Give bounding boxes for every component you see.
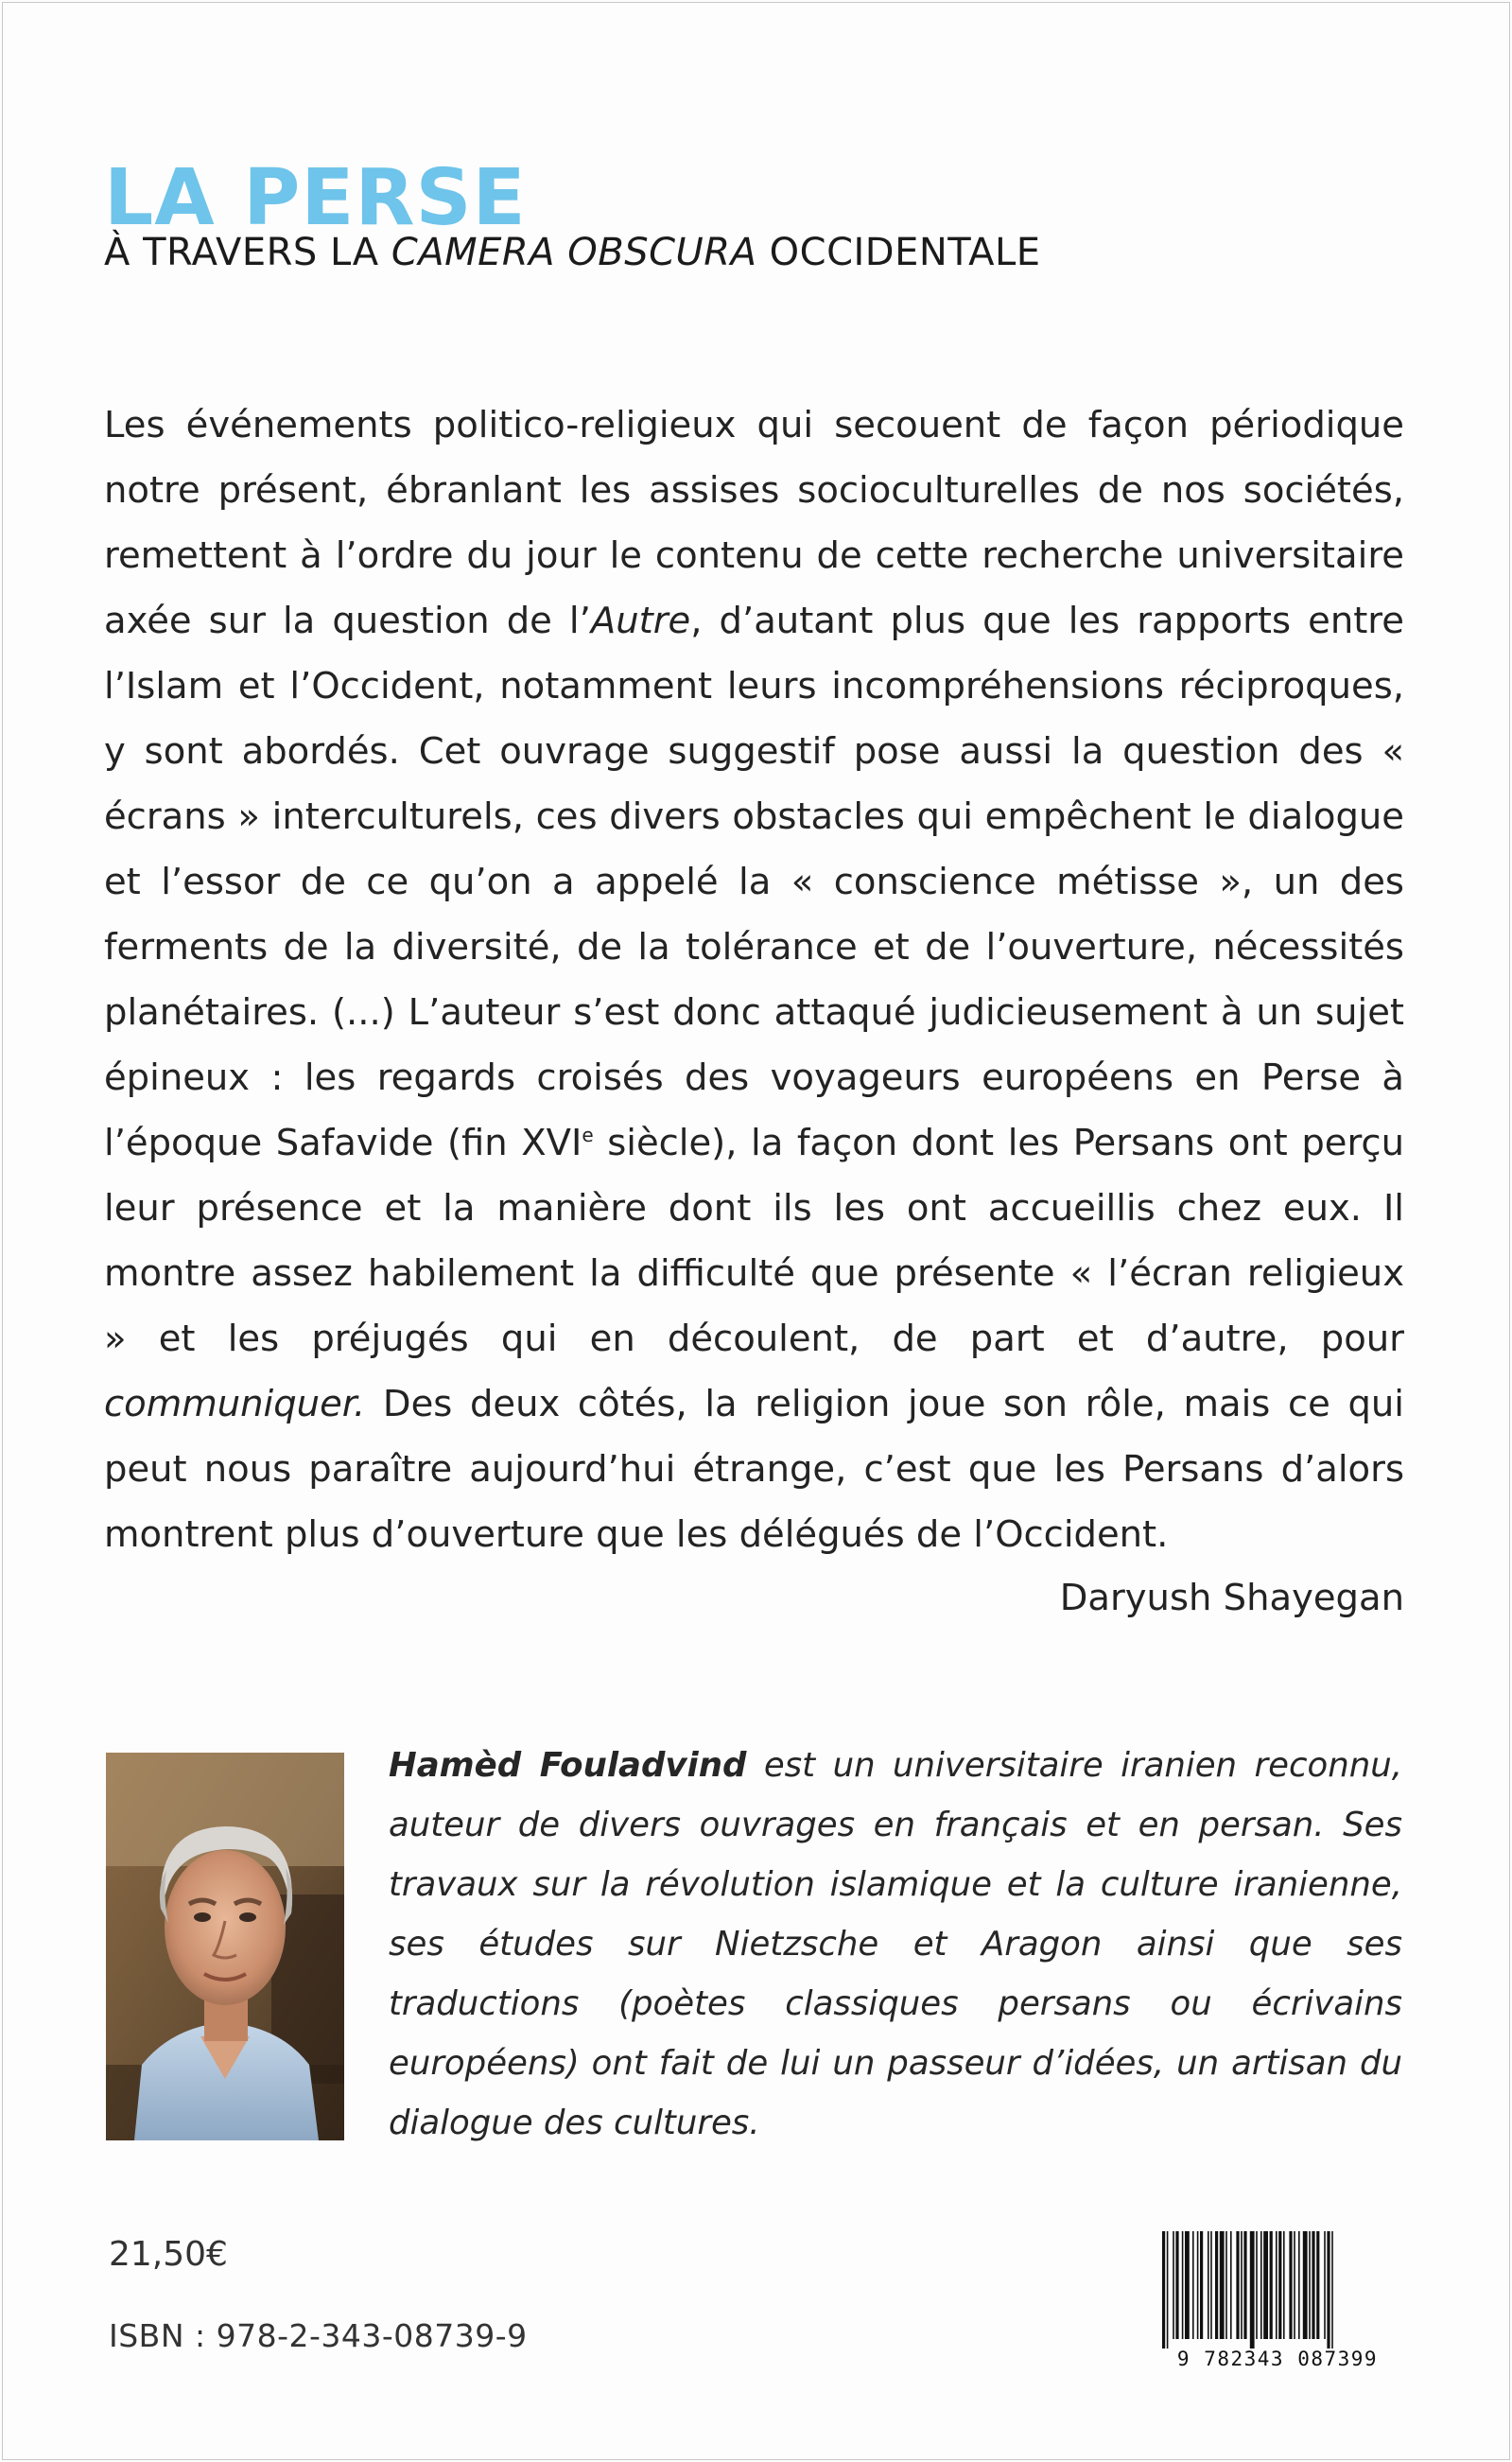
- barcode-bar: [1263, 2231, 1268, 2339]
- barcode-bar: [1331, 2231, 1333, 2349]
- book-subtitle: [104, 230, 1041, 275]
- barcode-bar: [1260, 2231, 1262, 2339]
- blurb-text-4: Des deux côtés, la religion joue son rôle, mais ce qui peut nous paraître aujourd’hui étrange, c’est que les Persans d’alors montrent plus d’ouverture que les délégués de l’Occident.: [104, 1383, 1404, 1556]
- author-photo: [106, 1753, 344, 2140]
- blurb-text-3: siècle), la façon dont les Persans ont perçu leur présence et la manière dont ils les ont accueillis chez eux. Il montre assez habilement la difficulté que présente « l’écran religieux » et les préjugés qui en découlent, de part et d’autre, pour: [104, 1122, 1404, 1360]
- author-biography: [389, 1736, 1402, 2153]
- barcode-bar: [1256, 2231, 1258, 2339]
- barcode-bar: [1278, 2231, 1281, 2339]
- author-portrait-image: [106, 1753, 344, 2140]
- barcode-bar: [1270, 2231, 1273, 2339]
- barcode-bar: [1250, 2231, 1255, 2349]
- barcode-bar: [1162, 2231, 1165, 2349]
- barcode-bar: [1298, 2231, 1300, 2339]
- barcode-bar: [1210, 2231, 1212, 2339]
- barcode-bar: [1185, 2231, 1190, 2339]
- blurb-text-1: Les événements politico-religieux qui secouent de façon périodique notre présent, ébranlant les assises socioculturelles de nos sociétés, remettent à l’ordre du jour le contenu de cette recherche universitaire axée sur la question de l’: [104, 404, 1404, 642]
- barcode-bar: [1215, 2231, 1218, 2339]
- price-label: 21,50€: [109, 2235, 228, 2274]
- barcode-bar: [1276, 2231, 1277, 2339]
- barcode-bar: [1182, 2231, 1184, 2339]
- blurb-text-2: , d’autant plus que les rapports entre l’Islam et l’Occident, notamment leurs incompréhensions réciproques, y sont abordés. Cet ouvrage suggestif pose aussi la question des « écrans » interculturels, ces divers obstacles qui empêchent le dialogue et l’essor de ce qu’on a appelé la « conscience métisse », un des ferments de la diversité, de la tolérance et de l’ouverture, nécessités planétaires. (...) L’auteur s’est donc attaqué judicieusement à un sujet épineux : les regards croisés des voyageurs européens en Perse à l’époque Safavide (fin XVI: [104, 600, 1404, 1164]
- barcode-bar: [1236, 2231, 1239, 2339]
- barcode-bar: [1167, 2231, 1169, 2349]
- barcode-number: 9 782343 087399: [1176, 2348, 1379, 2370]
- back-cover-blurb: [104, 393, 1404, 1567]
- barcode-bar: [1294, 2231, 1295, 2339]
- isbn-label: ISBN : 978-2-343-08739-9: [109, 2317, 528, 2354]
- barcode-bar: [1312, 2231, 1314, 2339]
- blurb-signature: Daryush Shayegan: [1059, 1577, 1404, 1619]
- barcode-bar: [1230, 2231, 1232, 2339]
- barcode-bar: [1200, 2231, 1203, 2339]
- barcode-bar: [1208, 2231, 1209, 2339]
- barcode-bar: [1243, 2231, 1246, 2339]
- book-title: LA PERSE: [104, 153, 527, 243]
- barcode-bar: [1316, 2231, 1319, 2339]
- barcode-bar: [1324, 2231, 1326, 2339]
- barcode-bar: [1220, 2231, 1225, 2339]
- blurb-italic-communiquer: communiquer.: [104, 1383, 366, 1425]
- blurb-superscript: e: [582, 1124, 594, 1147]
- subtitle-prefix: À TRAVERS LA: [104, 231, 391, 274]
- barcode-bar: [1289, 2231, 1292, 2339]
- barcode-bar: [1225, 2231, 1227, 2339]
- barcode-bar: [1241, 2231, 1243, 2339]
- barcode-bar: [1309, 2231, 1311, 2339]
- barcode-bar: [1303, 2231, 1308, 2339]
- subtitle-suffix: OCCIDENTALE: [756, 231, 1041, 274]
- barcode-bar: [1175, 2231, 1178, 2339]
- barcode-bar: [1327, 2231, 1330, 2349]
- barcode-bar: [1197, 2231, 1199, 2339]
- author-bio-text: est un universitaire iranien reconnu, auteur de divers ouvrages en français et en persan. Ses travaux sur la révolution islamique et la culture iranienne, ses études sur Nietzsche et Aragon ainsi que ses traductions (poètes classiques persans ou écrivains européens) ont fait de lui un passeur d’idées, un artisan du dialogue des cultures.: [389, 1746, 1402, 2142]
- barcode-bar: [1173, 2231, 1174, 2339]
- author-name: Hamèd Fouladvind: [389, 1746, 747, 1785]
- barcode-bar: [1283, 2231, 1285, 2339]
- subtitle-italic: CAMERA OBSCURA: [391, 231, 757, 274]
- barcode-bar: [1192, 2231, 1194, 2339]
- blurb-italic-autre: Autre: [590, 600, 691, 642]
